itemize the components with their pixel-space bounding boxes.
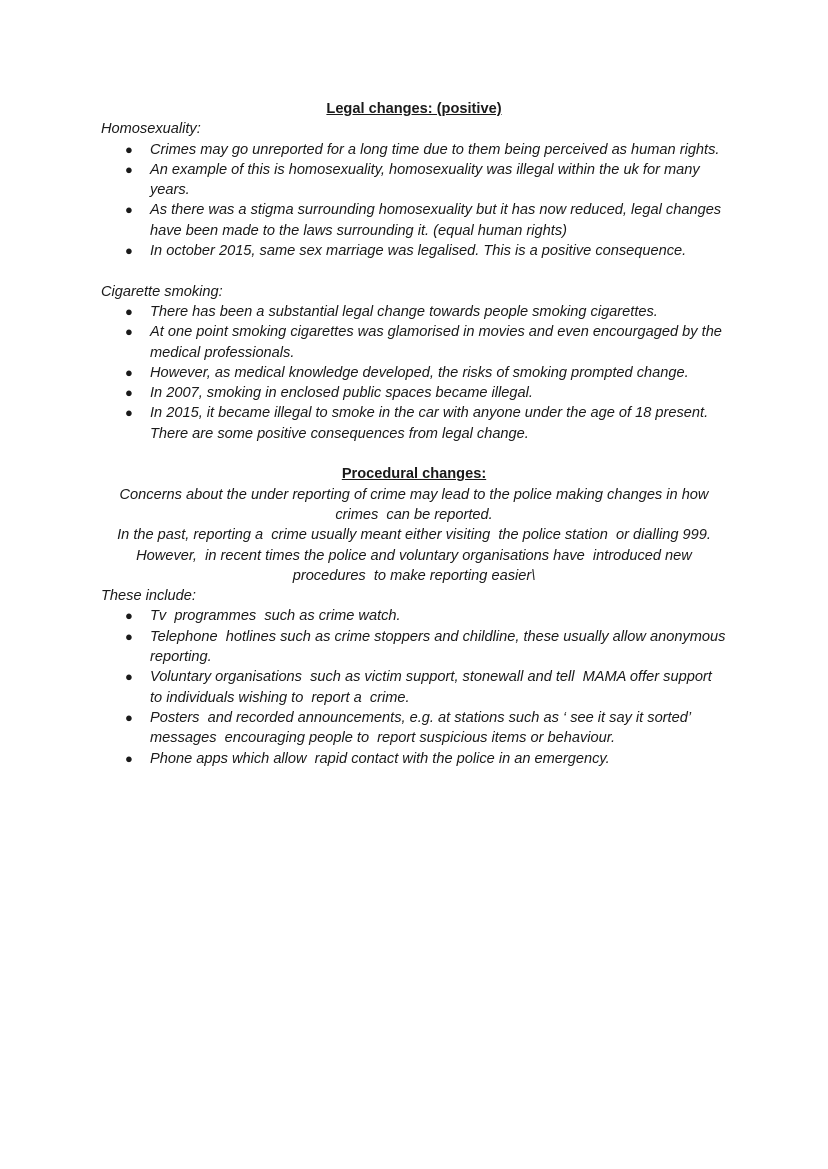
- list-item: ● Posters and recorded announcements, e.g. at stations such as ‘ see it say it sorted’ messages encouraging people to report suspicious items or behaviour.: [125, 709, 695, 747]
- these-include-label: These include:: [101, 588, 196, 605]
- smoking-bullet-list: [101, 302, 727, 444]
- list-item: ● However, as medical knowledge developed, the risks of smoking prompted change.: [101, 363, 727, 383]
- procedures-bullet-list: [101, 606, 730, 768]
- bullet-icon: ●: [125, 709, 133, 725]
- cigarette-smoking-label: Cigarette smoking:: [101, 283, 223, 300]
- homosexuality-bullet-list: [101, 140, 727, 262]
- bullet-icon: ●: [125, 141, 133, 157]
- bullet-icon: ●: [125, 628, 133, 644]
- bullet-icon: ●: [125, 161, 133, 177]
- bullet-icon: ●: [125, 750, 133, 766]
- homosexuality-label: Homosexuality:: [101, 121, 201, 138]
- bullet-icon: ●: [125, 385, 133, 401]
- spacer: [101, 261, 727, 281]
- list-item: ● Telephone hotlines such as crime stoppers and childline, these usually allow anonymous reporting.: [125, 628, 730, 666]
- list-item: ● An example of this is homosexuality, homosexuality was illegal within the uk for many years.: [125, 161, 704, 199]
- list-item: ● Crimes may go unreported for a long time due to them being perceived as human rights.: [101, 140, 727, 160]
- list-item: ● Phone apps which allow rapid contact with the police in an emergency.: [101, 749, 727, 769]
- bullet-icon: ●: [125, 324, 133, 340]
- list-item: ● At one point smoking cigarettes was glamorised in movies and even encourgaged by the medical professionals.: [125, 324, 726, 361]
- bullet-icon: ●: [125, 243, 133, 259]
- procedural-changes-heading: Procedural changes:: [341, 466, 487, 483]
- bullet-icon: ●: [125, 608, 133, 624]
- list-item: ● Voluntary organisations such as victim support, stonewall and tell MAMA offer support to individuals wishing to report a crime.: [125, 669, 720, 706]
- bullet-icon: ●: [125, 669, 133, 685]
- spacer: [101, 444, 727, 464]
- legal-changes-heading: Legal changes: (positive): [326, 101, 502, 117]
- list-item: ● In 2007, smoking in enclosed public spaces became illegal.: [101, 383, 727, 403]
- bullet-icon: ●: [125, 364, 133, 380]
- list-item: ● There has been a substantial legal change towards people smoking cigarettes.: [101, 302, 727, 322]
- procedural-intro-paragraph: Concerns about the under reporting of crime may lead to the police making changes in how crimes can be reported.: [119, 486, 713, 523]
- bullet-icon: ●: [125, 405, 133, 421]
- list-item: ● As there was a stigma surrounding homosexuality but it has now reduced, legal changes have been made to the laws surrounding it. (equal human rights): [125, 202, 726, 239]
- list-item: ● Tv programmes such as crime watch.: [101, 606, 727, 626]
- document-page: [101, 99, 730, 769]
- list-item: ● In 2015, it became illegal to smoke in the car with anyone under the age of 18 present. There are some positive consequences from legal change.: [125, 405, 713, 442]
- list-item: ● In october 2015, same sex marriage was legalised. This is a positive consequence.: [101, 241, 727, 261]
- bullet-icon: ●: [125, 202, 133, 218]
- procedural-history-paragraph: In the past, reporting a crime usually meant either visiting the police station or dialling 999. However, in recent times the police and voluntary organisations have introduced new procedures to make reporting easier\: [117, 527, 715, 584]
- bullet-icon: ●: [125, 303, 133, 319]
